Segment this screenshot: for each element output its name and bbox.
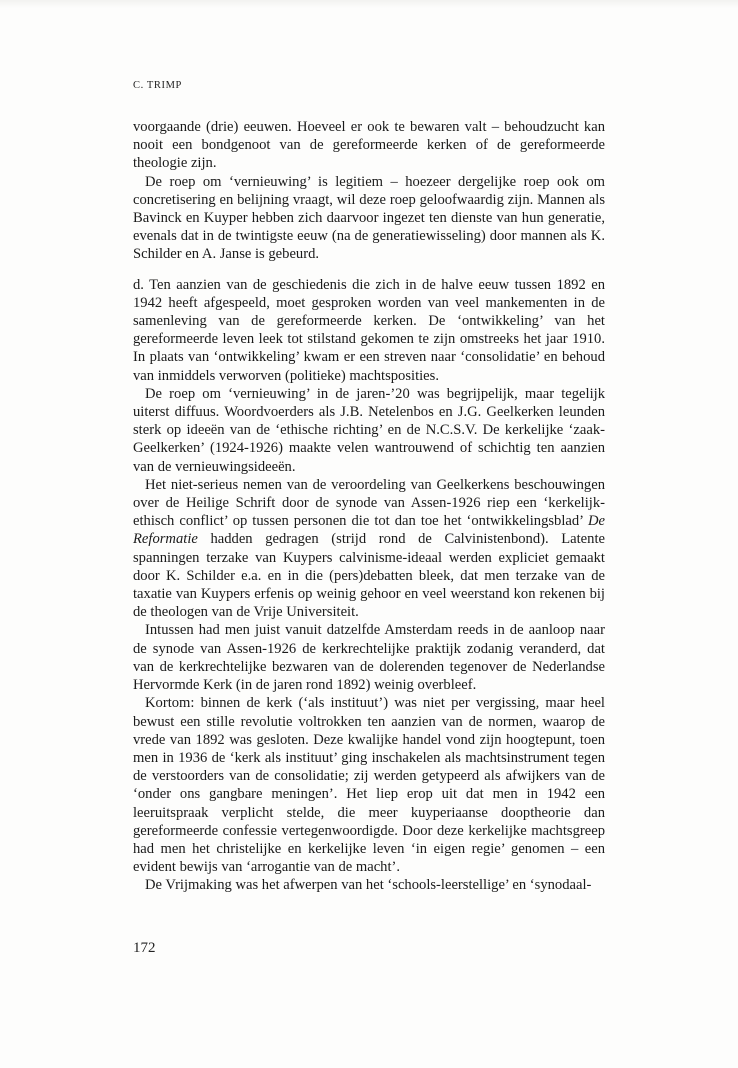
- page-number: 172: [133, 940, 156, 956]
- body-text: [133, 118, 605, 895]
- journal-title-de-reformatie: De Reformatie: [133, 513, 605, 548]
- paragraph-3-section-d: d. Ten aanzien van de geschiedenis die zich in de halve eeuw tussen 1892 en 1942 heeft afgespeeld, moet gesproken worden van veel mankementen in de samenleving van de gereformeerde kerken. De ‘ontwikkeling’ van het gereformeerde leven leek tot stilstand gekomen te zijn omstreeks het jaar 1910. In plaats van ‘ontwikkeling’ kwam er een streven naar ‘consolidatie’ en behoud van inmiddels verworven (politieke) machtsposities.: [133, 276, 605, 384]
- page-top-edge: [0, 0, 738, 8]
- paragraph-5: [133, 476, 605, 622]
- running-head-author: C. TRIMP: [133, 80, 182, 91]
- paragraph-5-part-1: Het niet-serieus nemen van de veroordeling van Geelkerkens beschouwingen over de Heilige Schrift door de synode van Assen-1926 riep een ‘kerkelijk-ethisch conflict’ op tussen personen die tot dan toe het ‘ontwikkelingsblad’: [133, 476, 605, 530]
- paragraph-7: Kortom: binnen de kerk (‘als instituut’) was niet per vergissing, maar heel bewust een stille revolutie voltrokken ten aanzien van de normen, waarop de vrede van 1892 was gesloten. Deze kwalijke handel vond zijn hoogtepunt, toen men in 1936 de ‘kerk als instituut’ ging inschakelen als machtsinstrument tegen de verstoorders van de consolidatie; zij werden getypeerd als afwijkers van de ‘onder ons gangbare meningen’. Het liep erop uit dat men in 1942 een leeruitspraak verplicht stelde, die meer kuyperiaanse dooptheorie dan gereformeerde confessie vertegenwoordigde. Door deze kerkelijke machtsgreep had men het christelijke en kerkelijke leven ‘in eigen regie’ genomen – een evident bewijs van ‘arrogantie van de macht’.: [133, 695, 605, 876]
- paragraph-8: De Vrijmaking was het afwerpen van het ‘schools-leerstellige’ en ‘synodaal-: [145, 877, 592, 894]
- paragraph-1: voorgaande (drie) eeuwen. Hoeveel er ook te bewaren valt – behoudzucht kan nooit een bondgenoot van de gereformeerde kerken of de gereformeerde theologie zijn.: [133, 119, 605, 172]
- paragraph-4: De roep om ‘vernieuwing’ in de jaren-’20 was begrijpelijk, maar tegelijk uiterst diffuus. Woordvoerders als J.B. Netelenbos en J.G. Geelkerken leunden sterk op ideeën van de ‘ethische richting’ en de N.C.S.V. De kerkelijke ‘zaak-Geelkerken’ (1924-1926) maakte velen wantrouwend of schichtig ten aanzien van de vernieuwingsideeën.: [133, 385, 605, 475]
- paragraph-2: De roep om ‘vernieuwing’ is legitiem – hoezeer dergelijke roep ook om concretisering en belijning vraagt, wil deze roep geloofwaardig zijn. Mannen als Bavinck en Kuyper hebben zich daarvoor ingezet ten dienste van hun generatie, evenals dat in de twintigste eeuw (na de generatiewisseling) door mannen als K. Schilder en A. Janse is gebeurd.: [133, 173, 605, 263]
- paragraph-6: Intussen had men juist vanuit datzelfde Amsterdam reeds in de aanloop naar de synode van Assen-1926 de kerkrechtelijke praktijk zodanig veranderd, dat van de kerkrechtelijke bezwaren van de dolerenden tegenover de Nederlandse Hervormde Kerk (in de jaren rond 1892) weinig overbleef.: [133, 622, 605, 694]
- paragraph-5-part-2: hadden gedragen (strijd rond de Calvinistenbond). Latente spanningen terzake van Kuypers calvinisme-ideaal werden expliciet gemaakt door K. Schilder e.a. en in die (pers)debatten bleek, dat men terzake van de taxatie van Kuypers erfenis op weinig gehoor en veel weerstand kon rekenen bij de theologen van de Vrije Universiteit.: [133, 531, 605, 621]
